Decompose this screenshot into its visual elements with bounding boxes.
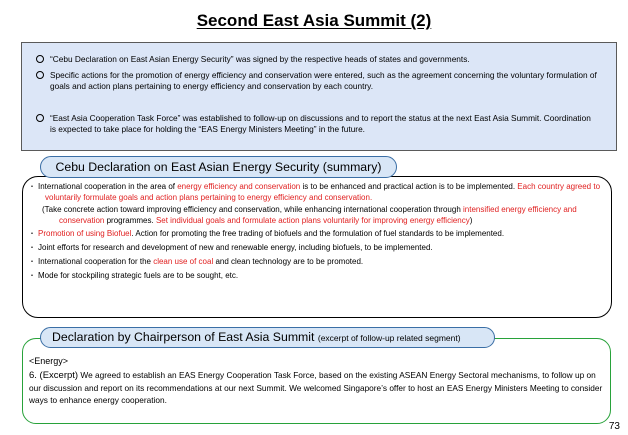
declaration-section-header: Declaration by Chairperson of East Asia Summit (excerpt of follow-up related segment) <box>40 327 495 348</box>
cebu-section-header: Cebu Declaration on East Asian Energy Security (summary) <box>40 156 397 178</box>
declaration-section-content <box>29 355 604 406</box>
cebu-bullet: ・ International cooperation in the area of energy efficiency and conservation is to be enhanced and practical action is to be implemented. Each country agreed to voluntarily formulate goals and action plans pertaining to energy efficiency and conservation. <box>28 182 601 202</box>
hollow-circle-bullet-icon <box>36 71 44 79</box>
highlight-text: Each country agreed to voluntarily formulate goals and action plans pertaining to energy efficiency and conservation. <box>45 182 601 202</box>
highlight-text: Promotion of using Biofuel <box>38 229 132 238</box>
cebu-bullet: ・ Joint efforts for research and development of new and renewable energy, including biofuels, to be implemented. <box>28 243 433 252</box>
summary-bullet-text: “Cebu Declaration on East Asian Energy Security” was signed by the respective heads of states and governments. <box>50 54 470 64</box>
hollow-circle-bullet-icon <box>36 114 44 122</box>
declaration-excerpt <box>29 369 604 406</box>
summary-box <box>21 42 617 151</box>
bullet-dot-icon: ・ <box>28 243 36 252</box>
bullet-dot-icon: ・ <box>28 182 36 191</box>
summary-bullet-text: “East Asia Cooperation Task Force” was established to follow-up on discussions and to report the status at the next East Asia Summit. Coordination is expected to take place for holding the “EAS Energy Ministers Meeting” in the future. <box>50 113 591 134</box>
bullet-dot-icon: ・ <box>28 229 36 238</box>
cebu-sub-note: (Take concrete action toward improving efficiency and conservation, while enhancing international cooperation through intensified energy efficiency and conservation programmes. Set individual goals and formulate action plans voluntarily for improving energy efficiency) <box>42 205 577 225</box>
highlight-text: clean use of coal <box>153 257 214 266</box>
highlight-text: energy efficiency and conservation <box>177 182 301 191</box>
excerpt-number: 6. (Excerpt) <box>29 370 79 381</box>
summary-bullet <box>36 54 598 65</box>
highlight-text: Set individual goals and formulate action plans voluntarily for improving energy efficiency <box>155 216 470 225</box>
page-number: 73 <box>608 421 620 432</box>
bullet-dot-icon: ・ <box>28 271 36 280</box>
bullet-dot-icon: ・ <box>28 257 36 266</box>
highlight-text: intensified energy efficiency and conservation <box>59 205 577 225</box>
cebu-section-content <box>28 181 606 281</box>
cebu-bullet: ・ International cooperation for the clean use of coal and clean technology are to be promoted. <box>28 257 364 266</box>
energy-label: <Energy> <box>29 356 69 366</box>
summary-bullet <box>36 70 598 92</box>
page-title: Second East Asia Summit (2) <box>196 11 432 30</box>
excerpt-text: We agreed to establish an EAS Energy Cooperation Task Force, based on the existing ASEAN Energy Sectoral mechanisms, to follow up on our discussion and report on its recommendations at our next Summit. We welcomed Singapore’s offer to host an EAS Energy Ministers Meeting to consider ways to enhance energy cooperation. <box>29 370 603 405</box>
cebu-bullet: ・ Mode for stockpiling strategic fuels are to be sought, etc. <box>28 271 239 280</box>
summary-bullet-text: Specific actions for the promotion of energy efficiency and conservation were entered, such as the agreement concerning the voluntary formulation of goals and action plans pertaining to energy efficiency and conservation by each country. <box>50 70 597 91</box>
summary-bullet <box>36 113 598 135</box>
hollow-circle-bullet-icon <box>36 55 44 63</box>
cebu-bullet: ・ Promotion of using Biofuel. Action for promoting the free trading of biofuels and the formulation of fuel standards to be implemented. <box>28 229 505 238</box>
